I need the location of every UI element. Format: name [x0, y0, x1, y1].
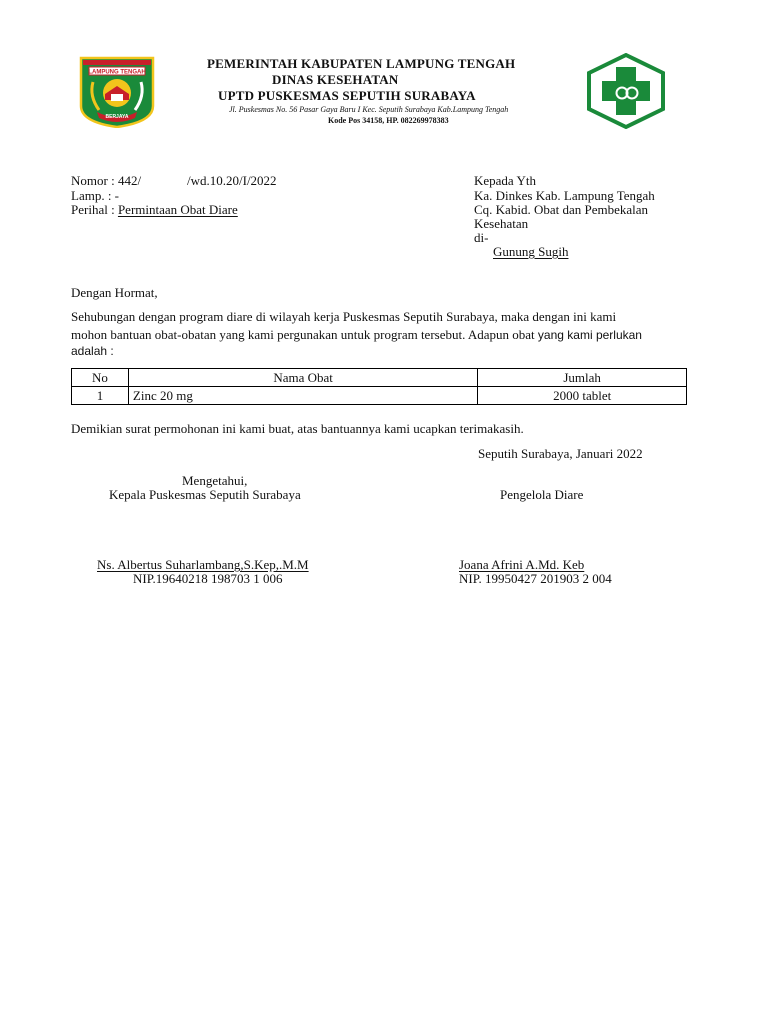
- nomor-label: Nomor : 442/: [71, 173, 142, 188]
- header-postal: Kode Pos 34158, HP. 082269978383: [328, 116, 449, 125]
- health-cross-logo: [586, 53, 666, 129]
- signature-left-name: Ns. Albertus Suharlambang,S.Kep,.M.M: [97, 557, 309, 572]
- lamp-line: Lamp. : -: [71, 188, 120, 203]
- emblem-top-text: LAMPUNG TENGAH: [88, 69, 146, 76]
- nomor-suffix: /wd.10.20/I/2022: [187, 173, 277, 188]
- signature-right-name: Joana Afrini A.Md. Keb: [459, 557, 585, 572]
- header-address: Jl. Puskesmas No. 56 Pasar Gaya Baru I Kec. Seputih Surabaya Kab.Lampung Tengah: [229, 105, 509, 114]
- recipient-city: Gunung Sugih: [493, 244, 569, 259]
- signature-left-title: Kepala Puskesmas Seputih Surabaya: [109, 487, 301, 502]
- perihal-label: Perihal :: [71, 202, 118, 217]
- recipient-line-2: Ka. Dinkes Kab. Lampung Tengah: [474, 188, 655, 203]
- salutation: Dengan Hormat,: [71, 285, 158, 300]
- table-row: [72, 387, 687, 405]
- table-header-jumlah: Jumlah: [478, 369, 687, 387]
- paragraph-line-2-sans: yang kami perlukan: [537, 328, 642, 342]
- signature-left-nip: NIP.19640218 198703 1 006: [133, 571, 283, 586]
- paragraph-line-2: [71, 327, 642, 343]
- table-cell-no: 1: [72, 387, 129, 405]
- recipient-line-3: Cq. Kabid. Obat dan Pembekalan: [474, 202, 649, 217]
- table-header-row: [72, 369, 687, 387]
- table-cell-nama-obat: Zinc 20 mg: [128, 387, 477, 405]
- perihal-value: Permintaan Obat Diare: [117, 202, 238, 217]
- perihal-line: [71, 202, 238, 218]
- regency-emblem: [79, 56, 155, 128]
- table-header-no: No: [72, 369, 129, 387]
- paragraph-line-3: adalah :: [71, 344, 114, 358]
- closing-text: Demikian surat permohonan ini kami buat, atas bantuannya kami ucapkan terimakasih.: [71, 421, 524, 436]
- table-cell-jumlah: 2000 tablet: [478, 387, 687, 405]
- signature-right-title: Pengelola Diare: [500, 487, 584, 502]
- signature-right-nip: NIP. 19950427 201903 2 004: [459, 571, 612, 586]
- header-line-1: PEMERINTAH KABUPATEN LAMPUNG TENGAH: [207, 56, 516, 71]
- emblem-bottom-text: BERJAYA: [105, 114, 129, 120]
- medicine-table: [71, 368, 687, 405]
- header-line-2: DINAS KESEHATAN: [272, 72, 399, 87]
- paragraph-line-1: Sehubungan dengan program diare di wilayah kerja Puskesmas Seputih Surabaya, maka dengan ini kami: [71, 309, 617, 324]
- recipient-line-1: Kepada Yth: [474, 173, 536, 188]
- header-line-3: UPTD PUSKESMAS SEPUTIH SURABAYA: [218, 88, 476, 103]
- place-date: Seputih Surabaya, Januari 2022: [478, 446, 643, 461]
- recipient-line-5: di-: [474, 230, 489, 245]
- paragraph-line-2-text: mohon bantuan obat-obatan yang kami pergunakan untuk program tersebut. Adapun obat: [71, 327, 538, 342]
- signature-left-label: Mengetahui,: [182, 473, 248, 488]
- recipient-line-4: Kesehatan: [474, 216, 529, 231]
- table-header-nama-obat: Nama Obat: [128, 369, 477, 387]
